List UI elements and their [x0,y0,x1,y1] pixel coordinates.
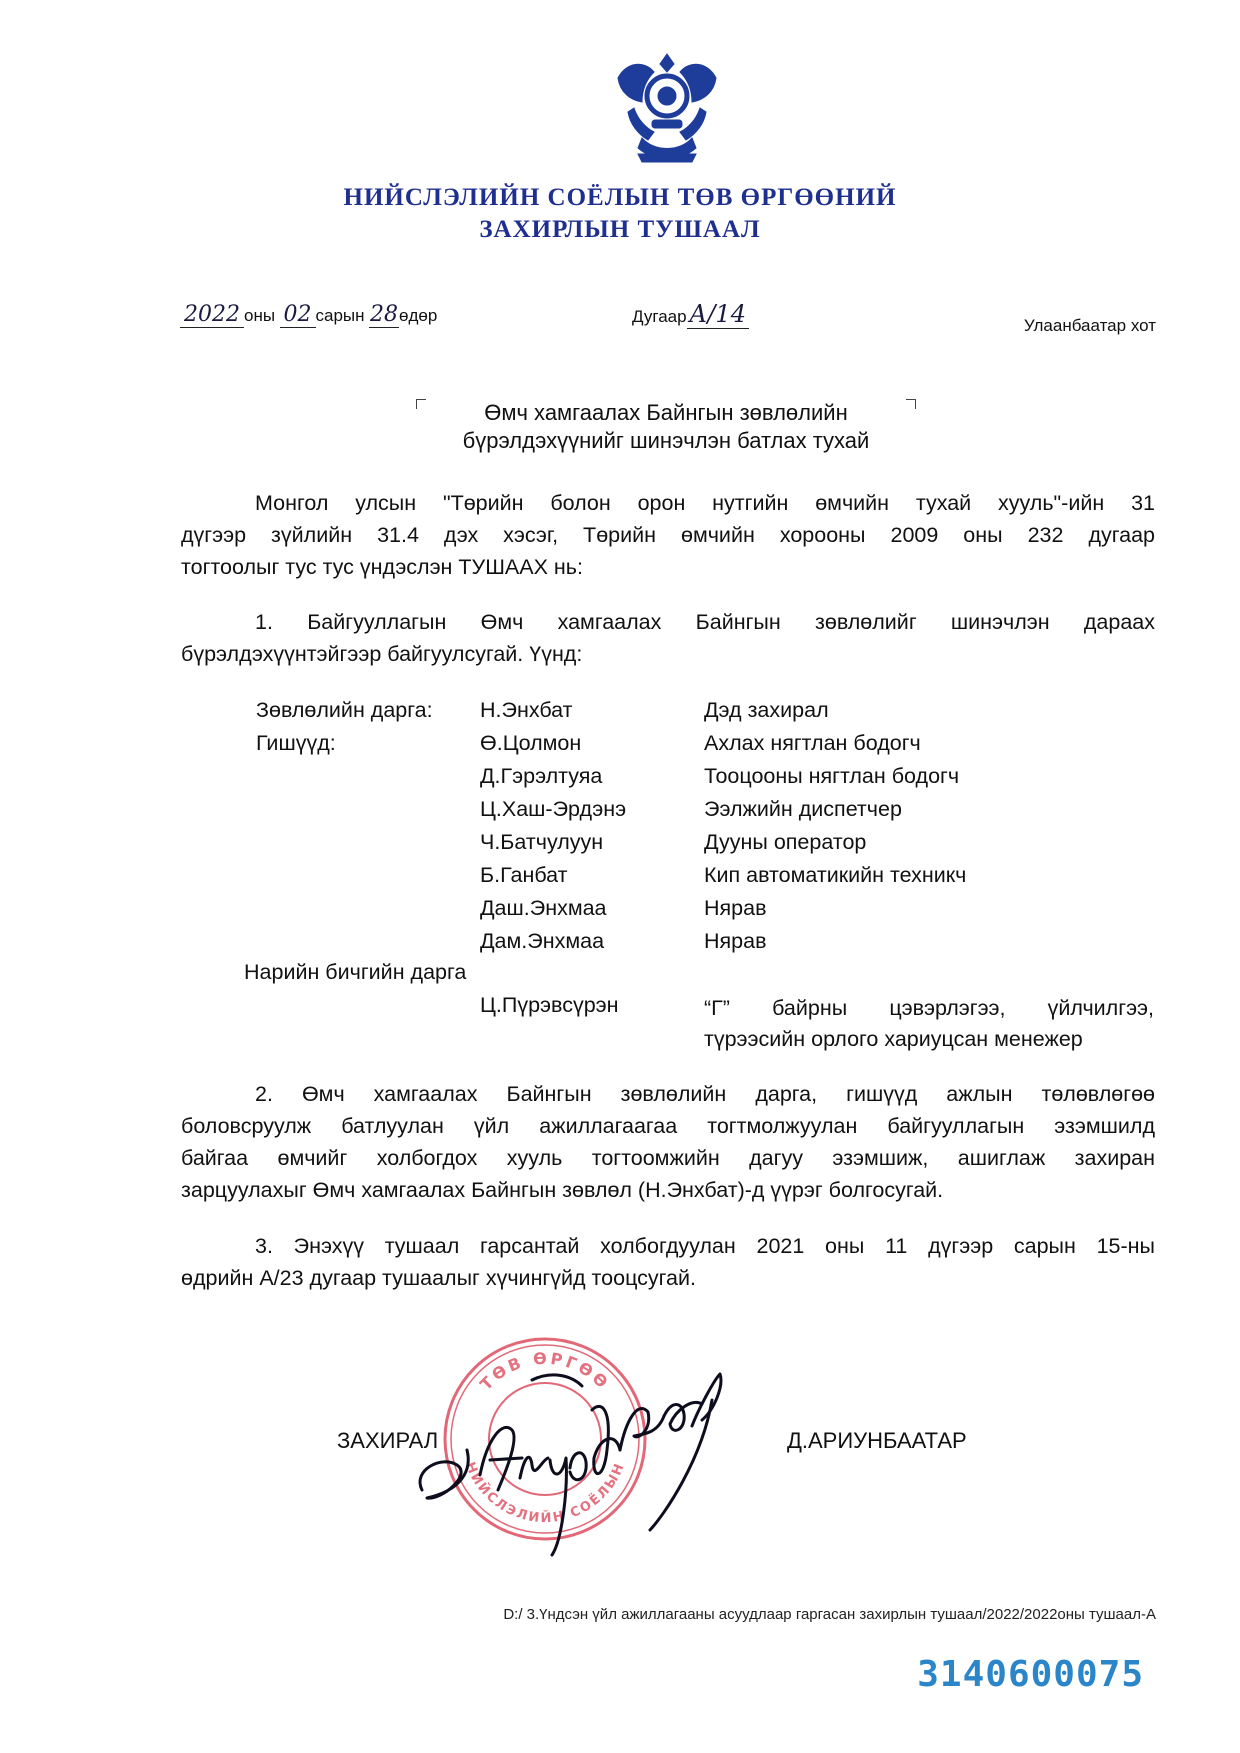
order-date [180,302,437,336]
city: Улаанбаатар хот [1023,316,1156,335]
paragraph-line: Монгол улсын "Төрийн болон орон нутгийн өмчийн тухай хууль"-ийн 31 [255,491,1155,515]
item-3-paragraph [181,1230,1155,1294]
paragraph-line: зарцуулахыг Өмч хамгаалах Байнгын зөвлөл (Н.Энхбат)-д үүрэг болгосугай. [181,1178,944,1202]
state-emblem-icon [608,48,726,168]
paragraph-line: өдрийн А/23 дугаар тушаалыг хүчингүйд тооцсугай. [181,1266,696,1290]
order-number-value: А/14 [687,300,749,329]
member-position: Ээлжийн диспетчер [704,797,902,821]
member-position: Нярав [704,929,767,953]
member-name: Ц.Хаш-Эрдэнэ [480,797,627,821]
member-name: Д.Гэрэлтуяа [480,764,603,788]
organization-title-line1: НИЙСЛЭЛИЙН СОЁЛЫН ТӨВ ӨРГӨӨНИЙ [343,184,897,211]
file-path-footer: D:/ 3.Үндсэн үйл ажиллагааны асуудлаар гаргасан захирлын тушаал/2022/2022оны тушаал-А [503,1606,1156,1623]
secretary-name: Ц.Пүрэвсүрэн [480,993,619,1017]
member-name: Ч.Батчулуун [480,830,604,854]
subject-line2: бүрэлдэхүүнийг шинэчлэн батлах тухай [462,428,870,453]
intro-paragraph [181,487,1155,583]
secretary-position [704,993,1154,1055]
organization-title-line2: ЗАХИРЛЫН ТУШААЛ [479,216,761,243]
members-label: Гишүүд: [256,731,336,755]
order-month: 02 [280,302,316,328]
item-2-paragraph [181,1078,1155,1206]
paragraph-line: байгаа өмчийг холбогдох хууль тогтоомжийн дагуу эзэмшиж, ашиглаж захиран [181,1146,1155,1170]
paragraph-line: дүгээр зүйлийн 31.4 дэх хэсэг, Төрийн өмчийн хорооны 2009 оны 232 дугаар [181,523,1155,547]
member-position: Кип автоматикийн техникч [704,863,967,887]
chair-label: Зөвлөлийн дарга: [256,698,433,722]
member-name: Дам.Энхмаа [480,929,605,953]
signatory-name: Д.АРИУНБААТАР [787,1428,967,1453]
secretary-label: Нарийн бичгийн дарга [244,960,467,984]
order-day: 28 [370,302,398,327]
item-1-paragraph [181,606,1155,670]
order-year-suffix: оны [244,306,276,325]
paragraph-line: түрээсийн орлого хариуцсан менежер [704,1027,1083,1051]
paragraph-line: 2. Өмч хамгаалах Байнгын зөвлөлийн дарга, гишүүд ажлын төлөвлөгөө [255,1082,1155,1106]
paragraph-line: тогтоолыг тус тус үндэслэн ТУШААХ нь: [181,555,583,579]
paragraph-line: бүрэлдэхүүнтэйгээр байгуулсугай. Үүнд: [181,642,583,666]
member-position: Дэд захирал [704,698,829,722]
paragraph-line: 3. Энэхүү тушаал гарсантай холбогдуулан 2021 оны 11 дүгээр сарын 15-ны [255,1234,1155,1258]
order-day-suffix: өдөр [399,306,438,325]
svg-text:НИЙСЛЭЛИЙН СОЁЛЫН: НИЙСЛЭЛИЙН СОЁЛЫН [461,1460,629,1527]
handwritten-signature [402,1340,762,1570]
paragraph-line: боловсруулж батлуулан үйл ажиллагаагаа тогтмолжуулан байгууллагын эзэмшилд [181,1114,1155,1138]
member-position: Нярав [704,896,767,920]
member-name: Ө.Цолмон [480,731,582,755]
subject-line1: Өмч хамгаалах Байнгын зөвлөлийн [484,400,848,425]
member-name: Даш.Энхмаа [480,896,607,920]
order-year: 2022 [180,302,244,328]
svg-text:ТӨВ ӨРГӨӨ: ТӨВ ӨРГӨӨ [476,1348,614,1394]
member-position: Ахлах нягтлан бодогч [704,731,921,755]
paragraph-line: 1. Байгууллагын Өмч хамгаалах Байнгын зөвлөлийг шинэчлэн дараах [255,610,1155,634]
signatory-title: ЗАХИРАЛ [337,1428,439,1453]
member-position: Дууны оператор [704,830,867,854]
document-serial-number: 3140600075 [917,1654,1144,1695]
member-name: Н.Энхбат [480,698,573,722]
order-number [632,300,749,329]
member-position: Тооцооны нягтлан бодогч [704,764,960,788]
paragraph-line: “Г” байрны цэвэрлэгээ, үйлчилгээ, [704,996,1154,1020]
member-name: Б.Ганбат [480,863,568,887]
order-month-suffix: сарын [315,306,365,325]
order-number-label: Дугаар [632,307,687,326]
